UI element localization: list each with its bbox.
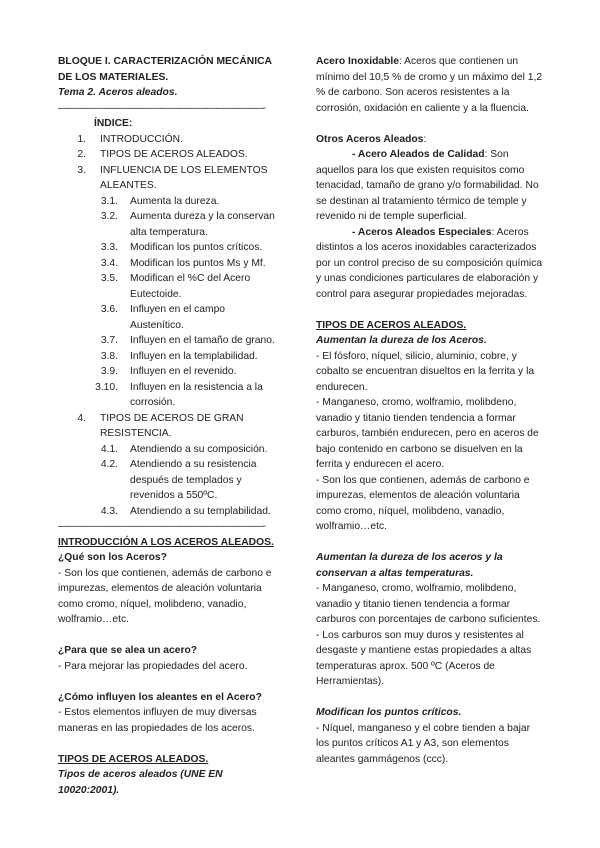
altas-heading: Aumentan la dureza de los aceros y la conservan a altas temperaturas.: [316, 552, 503, 579]
toc-number: 3.1.: [100, 195, 118, 207]
toc-item: [58, 240, 280, 256]
left-column: [58, 54, 280, 798]
toc-number: 3.8.: [100, 350, 118, 362]
toc-item: [58, 457, 280, 504]
table-of-contents: [58, 132, 280, 520]
divider: ——————————————————————-: [58, 521, 265, 532]
toc-number: 3.2.: [100, 211, 118, 222]
toc-number: 3.10.: [95, 381, 118, 393]
toc-text: INTRODUCCIÓN.: [100, 133, 183, 145]
especiales-label: - Aceros Aleados Especiales: [352, 226, 492, 238]
toc-text: Modifican los puntos Ms y Mf.: [130, 257, 266, 269]
toc-item: [58, 163, 280, 194]
toc-number: 3.7.: [100, 335, 118, 346]
toc-text: Atendiendo a su templabilidad.: [130, 505, 271, 517]
especiales-paragraph: [316, 225, 546, 303]
inox-paragraph: [316, 54, 546, 116]
altas-p1: - Manganeso, cromo, wolframio, molibdeno, vanadio y titanio tienen tendencia a formar carburos con porcentajes de carbono suficientes.: [316, 583, 541, 625]
toc-text: Aumenta dureza y la conservan alta temperatura.: [130, 211, 275, 238]
toc-item: [58, 209, 280, 240]
criticos-p1: - Níquel, manganeso y el cobre tienden a bajar los puntos críticos A1 y A3, son elementos aleantes gammágenos (ccc).: [316, 722, 531, 765]
altas-p2: - Los carburos son muy duros y resistentes al desgaste y mantiene estas propiedades a altas temperaturas aprox. 500 ºC (Aceros de Herramientas).: [316, 629, 532, 687]
toc-item: [58, 256, 280, 272]
toc-number: 3.4.: [100, 257, 118, 269]
index-label: ÍNDICE:: [94, 118, 133, 129]
toc-text: Influyen en la templabilidad.: [130, 350, 258, 362]
toc-number: 3.9.: [100, 366, 118, 377]
question-3: ¿Cómo influyen los aleantes en el Acero?: [58, 691, 262, 703]
toc-item: [58, 380, 280, 411]
toc-text: Modifican los puntos críticos.: [130, 242, 263, 253]
toc-item: [58, 194, 280, 210]
toc-item: [58, 349, 280, 365]
tipos-subheading: Tipos de aceros aleados (UNE EN 10020:2001).: [58, 769, 223, 796]
calidad-label: - Acero Aleados de Calidad: [352, 149, 485, 160]
criticos-heading: Modifican los puntos críticos.: [316, 707, 462, 718]
toc-text: Aumenta la dureza.: [130, 195, 220, 207]
toc-text: TIPOS DE ACEROS ALEADOS.: [100, 149, 248, 160]
toc-text: Atendiendo a su resistencia después de templados y revenidos a 550ºC.: [130, 459, 257, 501]
dureza-p3: - Son los que contienen, además de carbono e impurezas, elementos de aleación voluntaria como cromo, níquel, molibdeno, vanadio, wolframio…etc.: [316, 474, 530, 532]
answer-2: - Para mejorar las propiedades del acero.: [58, 660, 248, 672]
right-column: [316, 54, 546, 767]
toc-number: 1.: [77, 133, 86, 145]
toc-text: Influyen en el tamaño de grano.: [130, 335, 275, 346]
toc-text: Influyen en la resistencia a la corrosión.: [130, 381, 263, 408]
answer-3: - Estos elementos influyen de muy diversas maneras en las propiedades de los aceros.: [58, 707, 257, 734]
toc-item: [58, 504, 280, 520]
question-1: ¿Qué son los Aceros?: [58, 552, 167, 563]
toc-text: Influyen en el campo Austenítico.: [130, 304, 226, 331]
toc-item: [58, 442, 280, 458]
dureza-p1: - El fósforo, níquel, silicio, aluminio, cobre, y cobalto se encuentran disueltos en la ferrita y la endurecen.: [316, 350, 535, 393]
toc-item: [58, 147, 280, 163]
dureza-heading: Aumentan la dureza de los Aceros.: [316, 335, 487, 346]
toc-text: Atendiendo a su composición.: [130, 443, 268, 455]
toc-number: 3.3.: [100, 242, 118, 253]
toc-number: 3.5.: [100, 273, 118, 284]
toc-number: 3.: [77, 164, 86, 176]
toc-item: [58, 333, 280, 349]
tema-title: Tema 2. Aceros aleados.: [58, 87, 178, 98]
inox-label: Acero Inoxidable: [316, 56, 399, 67]
toc-text: TIPOS DE ACEROS DE GRAN RESISTENCIA.: [100, 412, 244, 439]
otros-label: Otros Aceros Aleados: [316, 133, 424, 145]
divider: ——————————————————————-: [58, 102, 265, 114]
toc-number: 4.1.: [100, 443, 118, 455]
tipos-heading-right: TIPOS DE ACEROS ALEADOS.: [316, 319, 467, 331]
question-2: ¿Para que se alea un acero?: [58, 645, 198, 656]
inox-text: : Aceros que contienen un mínimo del 10,5 % de cromo y un máximo del 1,2 % de carbono. Son aceros resistentes a la corrosión, oxidación en caliente y a la fluencia.: [316, 56, 543, 114]
block-title: BLOQUE I. CARACTERIZACIÓN MECÁNICA DE LOS MATERIALES.: [58, 56, 272, 83]
otros-heading: [316, 132, 546, 148]
toc-text: Influyen en el revenido.: [130, 366, 237, 377]
toc-number: 4.2.: [100, 459, 118, 470]
toc-number: 3.6.: [100, 304, 118, 315]
calidad-text: : Son aquellos para los que existen requisitos como tenacidad, tamaño de grano y/o formabilidad. No se destinan al tratamiento térmico de temple y revenido ni de temple superficial.: [316, 149, 539, 222]
toc-number: 2.: [77, 149, 86, 160]
toc-item: [58, 271, 280, 302]
tipos-heading: TIPOS DE ACEROS ALEADOS.: [58, 753, 209, 765]
toc-text: INFLUENCIA DE LOS ELEMENTOS ALEANTES.: [100, 164, 268, 191]
especiales-text: : Aceros distintos a los aceros inoxidables caracterizados por un control preciso de su composición química y unas condiciones particulares de elaboración y control para asegurar propiedades mejoradas.: [316, 226, 543, 300]
otros-colon: :: [423, 133, 427, 145]
toc-item: [58, 411, 280, 442]
toc-number: 4.3.: [100, 505, 118, 517]
answer-1: - Son los que contienen, además de carbono e impurezas, elementos de aleación voluntaria como cromo, níquel, molibdeno, vanadio, wolframio…etc.: [58, 567, 272, 625]
toc-text: Modifican el %C del Acero Eutectoide.: [130, 273, 251, 300]
intro-heading: INTRODUCCIÓN A LOS ACEROS ALEADOS.: [58, 536, 274, 548]
calidad-paragraph: [316, 147, 546, 225]
dureza-p2: - Manganeso, cromo, wolframio, molibdeno, vanadio y titanio tienden tendencia a formar carburos, también endurecen, pero en aceros de bajo contenido en carbono se disuelven en la ferrita y endurecen el acero.: [316, 397, 539, 470]
toc-item: [58, 302, 280, 333]
toc-number: 4.: [77, 412, 86, 424]
toc-item: [58, 132, 280, 148]
toc-item: [58, 364, 280, 380]
